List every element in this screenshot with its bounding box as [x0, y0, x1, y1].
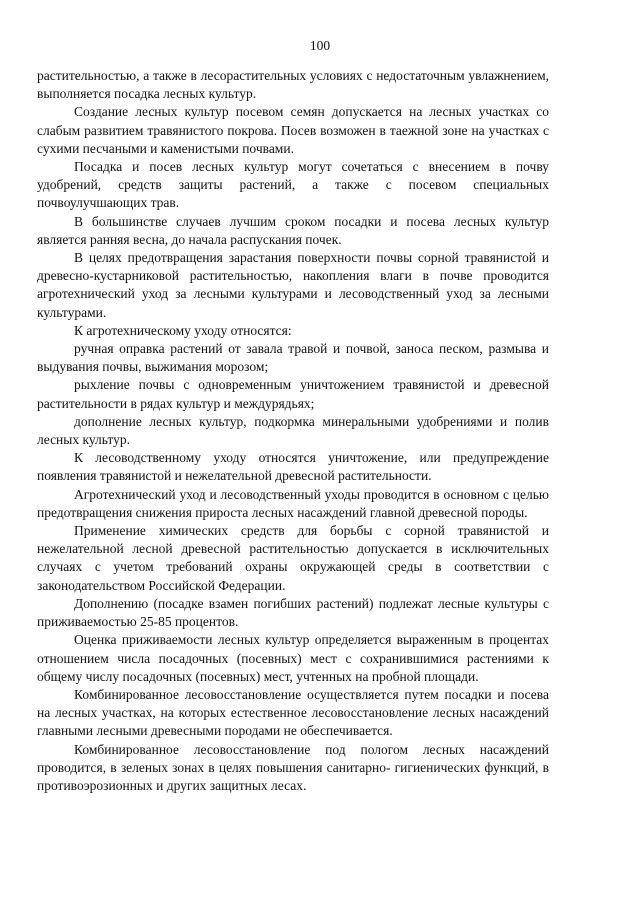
paragraph: растительностью, а также в лесорастительных условиях с недостаточным увлажнением, выполняется посадка лесных культур. — [37, 68, 549, 102]
paragraph: Оценка приживаемости лесных культур определяется выраженным в процентах отношением числа посадочных (посевных) мест с сохранившимися растениями к общему числу посадочных (посевных) мест, учтенных на пробной площади. — [37, 632, 549, 684]
paragraph: Применение химических средств для борьбы с сорной травянистой и нежелательной лесной древесной растительностью допускается в исключительных случаях с учетом требований охраны окружающей среды в соответствии с законодательством Российской Федерации. — [37, 523, 549, 593]
paragraph: К агротехническому уходу относятся: — [74, 322, 292, 338]
paragraph: Посадка и посев лесных культур могут сочетаться с внесением в почву удобрений, средств защиты растений, а также с посевом специальных почвоулучшающих трав. — [37, 159, 549, 211]
body-text — [37, 67, 549, 795]
paragraph: ручная оправка растений от завала травой и почвой, заноса песком, размыва и выдувания почвы, выжимания морозом; — [37, 341, 549, 375]
paragraph: Создание лесных культур посевом семян допускается на лесных участках со слабым развитием травянистого покрова. Посев возможен в таежной зоне на участках с сухими песчаными и каменистыми почвами. — [37, 104, 549, 156]
paragraph: Дополнению (посадке взамен погибших растений) подлежат лесные культуры с приживаемостью 25-85 процентов. — [37, 595, 549, 630]
paragraph: Агротехнический уход и лесоводственный уходы проводится в основном с целью предотвращения снижения прироста лесных насаждений главной древесной породы. — [37, 486, 549, 520]
page-number: 100 — [309, 38, 331, 53]
paragraph: дополнение лесных культур, подкормка минеральными удобрениями и полив лесных культур. — [37, 413, 549, 448]
paragraph: Комбинированное лесовосстановление осуществляется путем посадки и посева на лесных участках, на которых естественное лесовосстановление лесных насаждений главными лесными древесными породами не обеспечивается. — [37, 686, 549, 739]
paragraph: К лесоводственному уходу относятся уничтожение, или предупреждение появления травянистой и нежелательной древесной растительности. — [37, 450, 549, 484]
paragraph: Комбинированное лесовосстановление под пологом лесных насаждений проводится, в зеленых зонах в целях повышения санитарно- гигиенических функций, в противоэрозионных и других защитных лесах. — [37, 741, 549, 793]
paragraph: В большинстве случаев лучшим сроком посадки и посева лесных культур является ранняя весна, до начала распускания почек. — [37, 213, 549, 247]
paragraph: В целях предотвращения зарастания поверхности почвы сорной травянистой и древесно-кустарниковой растительностью, накопления влаги в почве проводится агротехнический уход за лесными культурами и лесоводственный уход за лесными культурами. — [37, 250, 549, 320]
paragraph: рыхление почвы с одновременным уничтожением травянистой и древесной растительности в рядах культур и междурядьях; — [37, 377, 549, 411]
